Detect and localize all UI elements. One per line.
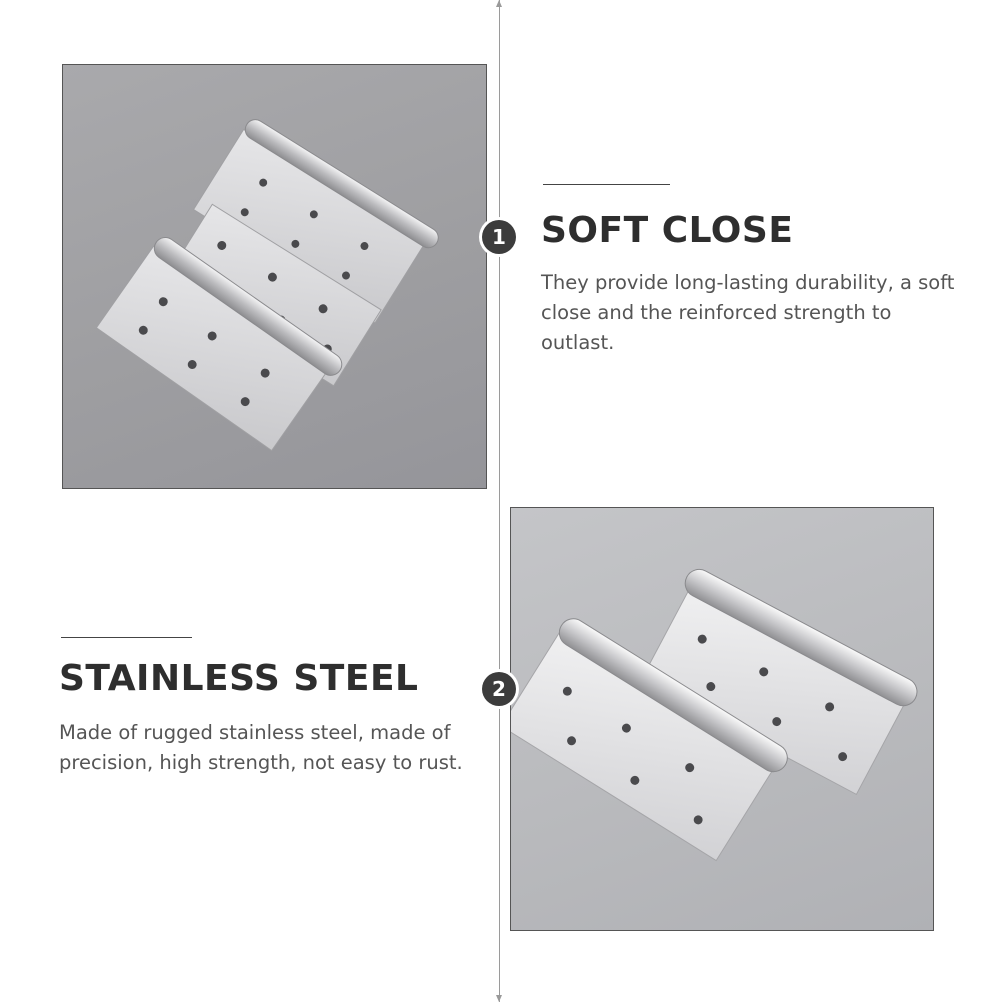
divider-arrow-up-icon <box>496 0 502 7</box>
step-number-badge-1: 1 <box>482 220 516 254</box>
heading-rule-1 <box>543 184 670 185</box>
hinge-illustration-1 <box>63 65 486 488</box>
divider-arrow-down-icon <box>496 995 502 1002</box>
center-divider <box>499 0 500 1002</box>
hinge-illustration-2 <box>511 508 933 930</box>
feature-heading-stainless-steel: STAINLESS STEEL <box>59 658 419 699</box>
feature-description-stainless-steel: Made of rugged stainless steel, made of precision, high strength, not easy to rust. <box>59 721 463 774</box>
hinge-photo-2 <box>510 507 934 931</box>
step-number-badge-2: 2 <box>482 672 516 706</box>
feature-heading-soft-close: SOFT CLOSE <box>541 210 794 251</box>
feature-description-soft-close: They provide long-lasting durability, a soft close and the reinforced strength to outlast. <box>541 271 955 354</box>
heading-rule-2 <box>61 637 192 638</box>
hinge-photo-1 <box>62 64 487 489</box>
